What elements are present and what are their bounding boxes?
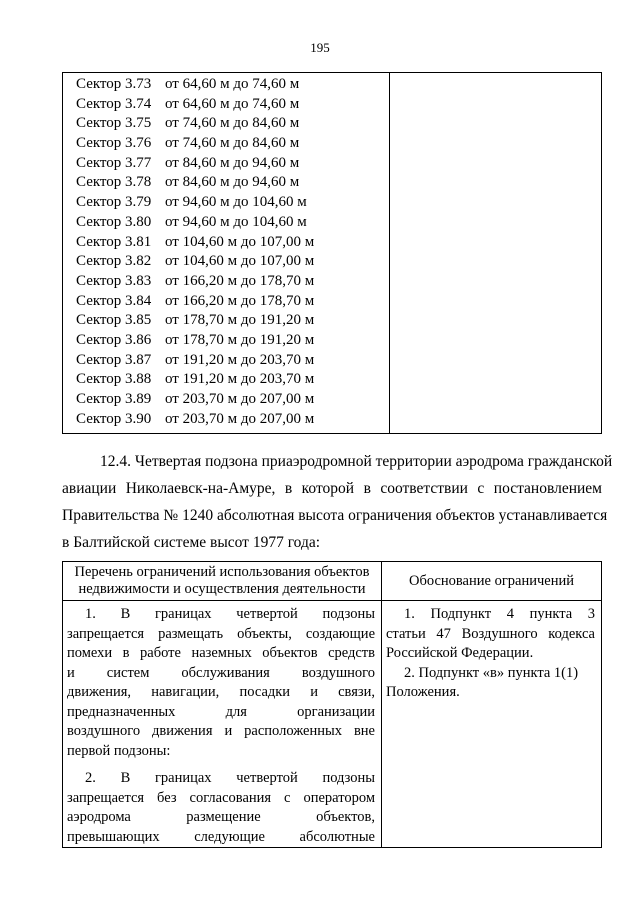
header-left-line: недвижимости и осуществления деятельности — [78, 581, 366, 597]
restriction-line: воздушного движения и расположенных вне — [67, 723, 375, 739]
sector-name: Сектор 3.79 — [76, 194, 152, 211]
basis-line: 2. Подпункт «в» пункта 1(1) — [404, 664, 579, 681]
restrictions-list-cell — [63, 601, 382, 848]
paragraph-12-4 — [62, 448, 613, 556]
sector-name: Сектор 3.89 — [76, 391, 152, 407]
sector-range: от 166,20 м до 178,70 м — [165, 292, 315, 309]
sector-row — [76, 233, 389, 253]
header-right-text: Обоснование ограничений — [409, 572, 574, 589]
sector-name: Сектор 3.82 — [76, 253, 152, 270]
sector-name: Сектор 3.85 — [76, 312, 152, 329]
basis-line: Российской Федерации. — [386, 645, 534, 661]
sector-name: Сектор 3.81 — [76, 233, 152, 250]
sector-row — [76, 193, 389, 213]
basis-line: статьи 47 Воздушного кодекса — [386, 625, 595, 642]
basis-line: Положения. — [386, 684, 460, 700]
sector-range: от 191,20 м до 203,70 м — [165, 371, 315, 388]
sector-range: от 64,60 м до 74,60 м — [165, 95, 300, 112]
sector-range: от 74,60 м до 84,60 м — [165, 115, 300, 132]
restriction-line: помехи в работе наземных объектов средств — [67, 645, 375, 661]
sector-row — [76, 213, 389, 233]
restriction-line: запрещается размещать объекты, создающие — [67, 625, 375, 642]
sector-row — [76, 370, 389, 390]
sector-range: от 178,70 м до 191,20 м — [165, 312, 315, 329]
sector-name: Сектор 3.76 — [76, 135, 152, 152]
sector-range: от 166,20 м до 178,70 м — [165, 272, 315, 289]
sector-row — [76, 252, 389, 272]
sector-row — [76, 331, 389, 351]
restriction-line: предназначенных для организации — [67, 703, 375, 720]
sector-row — [76, 351, 389, 371]
restrictions-header-left — [63, 562, 382, 601]
sectors-table — [62, 72, 602, 434]
sector-row — [76, 410, 389, 430]
page-number: 195 — [310, 40, 330, 55]
sector-row — [76, 173, 389, 193]
header-left-line: Перечень ограничений использования объектов — [74, 564, 370, 580]
restrictions-basis-cell — [382, 601, 602, 848]
sector-name: Сектор 3.87 — [76, 351, 152, 368]
restrictions-table — [62, 561, 602, 848]
restriction-line: и систем обслуживания воздушного — [67, 664, 375, 681]
sector-range: от 104,60 м до 107,00 м — [165, 253, 315, 270]
sector-name: Сектор 3.78 — [76, 174, 152, 191]
restriction-line: движения, навигации, посадки и связи, — [67, 684, 375, 700]
sector-range: от 191,20 м до 203,70 м — [165, 351, 315, 368]
sector-row — [76, 134, 389, 154]
sector-row — [76, 390, 389, 410]
restrictions-header-right — [382, 562, 602, 601]
sector-row — [76, 75, 389, 95]
restriction-line: 1. В границах четвертой подзоны — [85, 606, 375, 622]
sector-range: от 94,60 м до 104,60 м — [165, 194, 307, 211]
sector-range: от 84,60 м до 94,60 м — [165, 154, 300, 171]
sector-range: от 94,60 м до 104,60 м — [165, 213, 307, 230]
paragraph-line: в Балтийской системе высот 1977 года: — [62, 534, 321, 551]
sector-range: от 178,70 м до 191,20 м — [165, 331, 315, 348]
sector-name: Сектор 3.75 — [76, 115, 152, 132]
sector-row — [76, 272, 389, 292]
sector-range: от 104,60 м до 107,00 м — [165, 233, 315, 250]
basis-line: 1. Подпункт 4 пункта 3 — [404, 606, 595, 622]
paragraph-line: 12.4. Четвертая подзона приаэродромной территории аэродрома гражданской — [100, 453, 613, 470]
sector-name: Сектор 3.84 — [76, 292, 152, 309]
restriction-line: первой подзоны: — [67, 742, 171, 759]
restriction-line: превышающих следующие абсолютные — [67, 828, 375, 845]
sectors-list-cell — [63, 73, 390, 434]
sector-row — [76, 311, 389, 331]
paragraph-line: Правительства № 1240 абсолютная высота ограничения объектов устанавливается — [62, 507, 608, 524]
restriction-line: аэродрома размещение объектов, — [67, 809, 375, 825]
paragraph-line: авиации Николаевск-на-Амуре, в которой в соответствии с постановлением — [62, 480, 602, 497]
restriction-line: 2. В границах четвертой подзоны — [85, 770, 375, 786]
sector-name: Сектор 3.80 — [76, 213, 152, 230]
sector-range: от 64,60 м до 74,60 м — [165, 76, 300, 92]
sector-name: Сектор 3.90 — [76, 410, 152, 427]
sector-row — [76, 95, 389, 115]
sector-row — [76, 292, 389, 312]
sector-name: Сектор 3.86 — [76, 331, 152, 348]
sector-name: Сектор 3.77 — [76, 154, 152, 171]
restriction-line: запрещается без согласования с оператором — [67, 789, 375, 806]
sector-row — [76, 114, 389, 134]
sectors-empty-cell — [390, 73, 602, 434]
sector-name: Сектор 3.88 — [76, 371, 152, 388]
sector-name: Сектор 3.83 — [76, 272, 152, 289]
sector-range: от 74,60 м до 84,60 м — [165, 135, 300, 152]
sector-name: Сектор 3.74 — [76, 95, 152, 112]
sector-range: от 203,70 м до 207,00 м — [165, 410, 315, 427]
sector-range: от 203,70 м до 207,00 м — [165, 391, 315, 407]
sector-row — [76, 154, 389, 174]
sector-range: от 84,60 м до 94,60 м — [165, 174, 300, 191]
sector-name: Сектор 3.73 — [76, 76, 152, 92]
sector-list — [76, 75, 389, 429]
